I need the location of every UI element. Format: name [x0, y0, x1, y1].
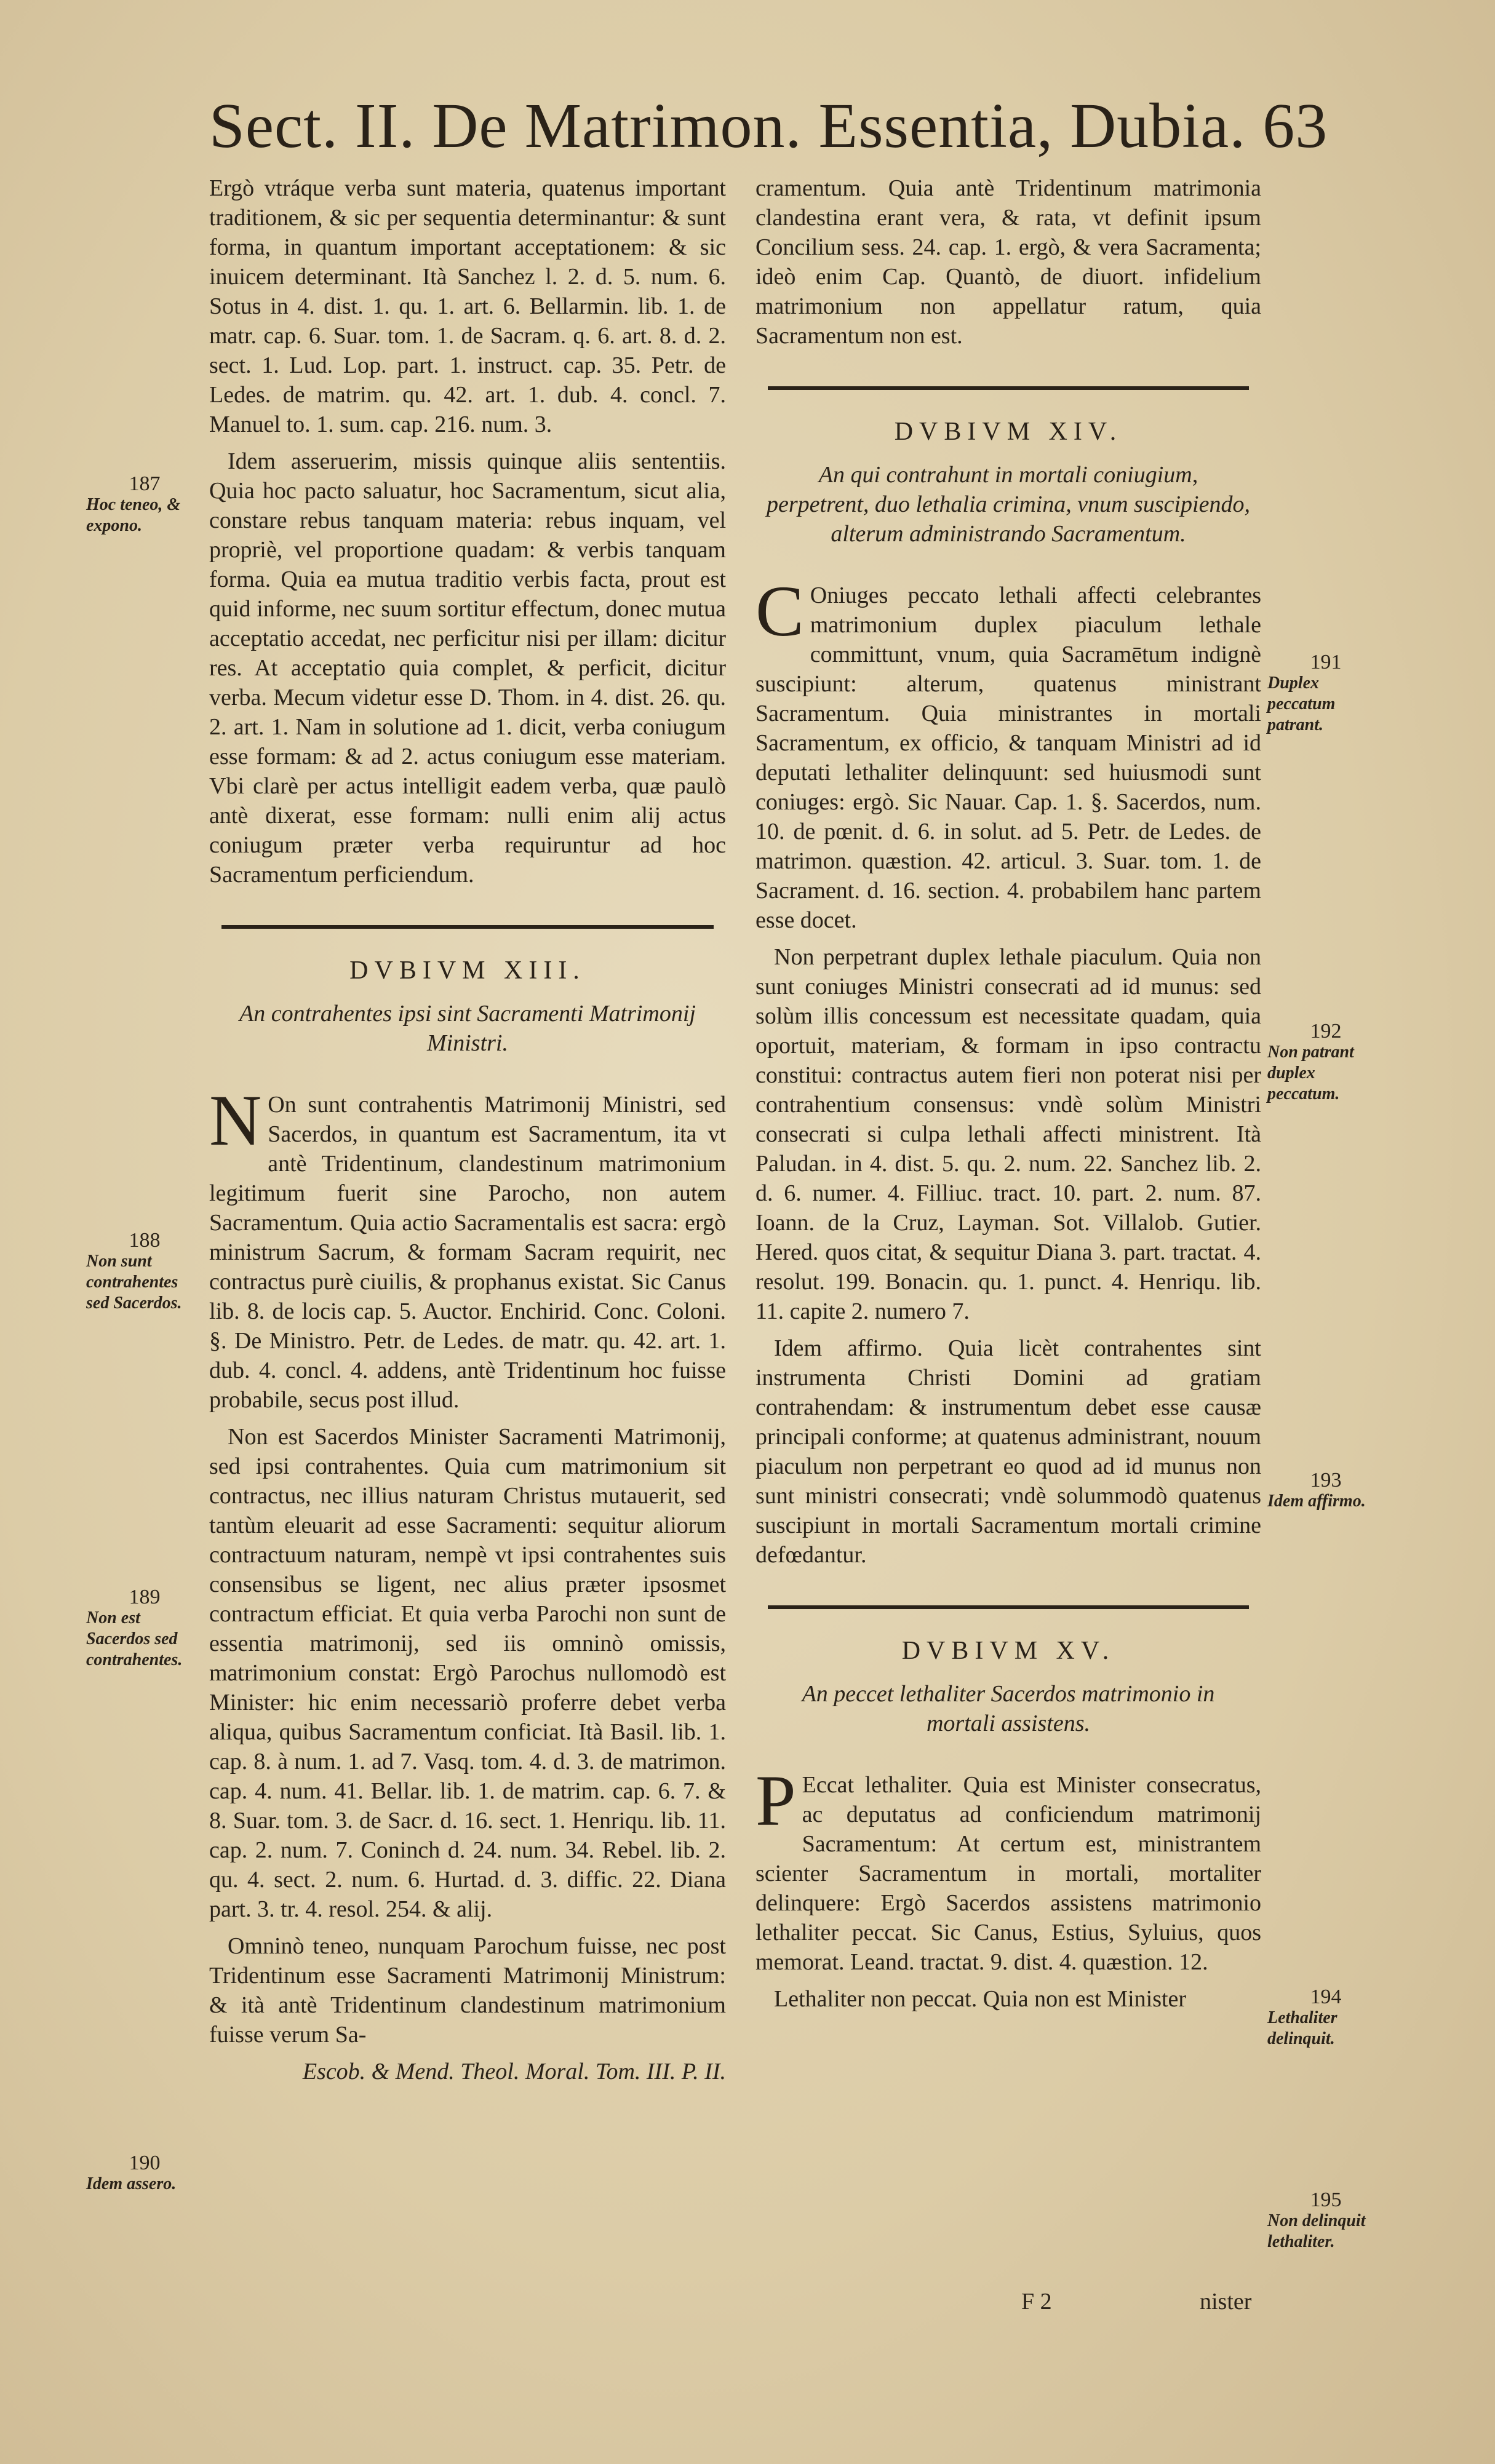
margin-note-188: [86, 1230, 203, 1314]
catchword: nister: [1200, 2289, 1252, 2315]
dubium-heading-13: DVBIVM XIII.: [349, 956, 586, 985]
left-paragraph-1: Ergò vtráque verba sunt materia, quatenus important traditionem, & sic per sequentia determinantur: & sunt forma, in quantum important acceptationem: & sic inuicem determinant. Ità Sanchez l. 2. d. 5. num. 6. Sotus in 4. dist. 1. qu. 1. art. 6. Bellarmin. lib. 1. de matr. cap. 6. Suar. tom. 1. de Sacram. q. 6. art. 8. d. 2. sect. 1. Lud. Lop. part. 1. instruct. cap. 35. Petr. de Ledes. de matrim. qu. 42. art. 1. dub. 4. concl. 7. Manuel to. 1. sum. cap. 216. num. 3.: [209, 175, 726, 437]
margin-number: 187: [129, 472, 161, 495]
left-column: [209, 173, 726, 2094]
dubium-heading-14: DVBIVM XIV.: [894, 418, 1123, 446]
margin-text: Idem assero.: [86, 2174, 177, 2193]
section-divider: [768, 386, 1249, 390]
left-paragraph-3: [209, 1080, 726, 1415]
right-column: [755, 173, 1261, 2021]
right-paragraph-3: Non perpetrant duplex lethale piaculum. Quia non sunt coniuges Ministri consecrati ad id munus: sed solùm illis concessum est necessitate quadam, quia oportuit, materiam, & formam in ipso contractu constitui: contractus autem fieri non poterat nisi per contrahentium consensus: vndè solùm Ministri consecrati si culpa lethali affecti ministrent. Ità Paludan. in 4. dist. 5. qu. 2. num. 22. Sanchez lib. 2. d. 6. numer. 4. Filliuc. tract. 10. part. 2. num. 87. Ioann. de la Cruz, Layman. Sot. Villalob. Gutier. Hered. quos citat, & sequitur Diana 3. part. tractat. 4. resolut. 199. Bonacin. qu. 1. punct. 4. Henriqu. lib. 11. capite 2. numero 7.: [755, 944, 1261, 1324]
margin-note-195: [1267, 2190, 1384, 2252]
drop-cap: C: [755, 571, 804, 651]
margin-number: 192: [1310, 1020, 1342, 1043]
right-paragraph-6: Lethaliter non peccat. Quia non est Minister: [774, 1986, 1187, 2012]
running-header: Sect. II. De Matrimon. Essentia, Dubia. 63: [209, 90, 1328, 161]
margin-number: 194: [1310, 1985, 1342, 2008]
right-paragraph-5: [755, 1760, 1261, 1977]
left-paragraph-2: Idem asseruerim, missis quinque aliis sententiis. Quia hoc pacto saluatur, hoc Sacramentum, sicut alia, constare rebus tanquam materia: rebus inquam, vel propriè, vel proportione quadam: & verbis tanquam forma. Quia ea mutua traditio verbis facta, prout est quid informe, nec suum sortitur effectum, donec mutua acceptatio accedat, nec perficitur nisi per illam: dicitur res. At acceptatio quia complet, & perficit, dicitur verba. Mecum videtur esse D. Thom. in 4. dist. 26. qu. 2. art. 1. Nam in solutione ad 1. dicit, verba coniugum esse formam: & ad 2. actus coniugum esse materiam. Vbi clarè per actus intelligit eadem verba, quæ paulò antè dixerat, esse formam: nulli enim alij actus coniugum præter verba requiruntur ad hoc Sacramentum perficiendum.: [209, 448, 726, 888]
drop-cap: N: [209, 1080, 262, 1161]
page-footer-note: Escob. & Mend. Theol. Moral. Tom. III. P. II.: [302, 2059, 726, 2084]
left-paragraph-3-text: On sunt contrahentis Matrimonij Ministri, sed Sacerdos, in quantum est Sacramentum, ita vt antè Tridentinum, clandestinum matrimonium legitimum fuerit sine Parocho, non autem Sacramentum. Quia actio Sacramentalis est sacra: ergò ministrum Sacrum, & formam Sacram requirit, nec contractus purè ciuilis, & prophanus existat. Sic Canus lib. 8. de locis cap. 5. Auctor. Enchirid. Conc. Coloni. §. De Ministro. Petr. de Ledes. de matr. qu. 42. art. 1. dub. 4. concl. 4. addens, antè Tridentinum hoc fuisse probabile, secus post illud.: [209, 1092, 726, 1413]
section-divider: [768, 1605, 1249, 1609]
margin-note-194: [1267, 1987, 1384, 2049]
margin-number: 189: [129, 1586, 161, 1608]
margin-note-191: [1267, 652, 1384, 736]
margin-number: 195: [1310, 2188, 1342, 2211]
right-paragraph-2: [755, 571, 1261, 935]
margin-note-189: [86, 1587, 203, 1671]
margin-note-193: [1267, 1470, 1384, 1512]
margin-note-190: [86, 2153, 203, 2195]
right-paragraph-2-text: Oniuges peccato lethali affecti celebrantes matrimonium duplex piaculum lethale committunt, vnum, quia Sacramētum indignè suscipiunt: alterum, quatenus ministrant Sacramentum. Quia ministrantes in mortali Sacramentum, ex officio, & tanquam Ministri ad id deputati lethaliter delinquunt: sed huiusmodi sunt coniuges: ergò. Sic Nauar. Cap. 1. §. Sacerdos, num. 10. de pœnit. d. 6. in solut. ad 5. Petr. de Ledes. de matrimon. quæstion. 42. articul. 3. Suar. tom. 1. de Sacrament. d. 16. section. 4. probabilem hanc partem esse docet.: [755, 582, 1261, 933]
margin-text: Lethaliter delinquit.: [1267, 2008, 1338, 2048]
margin-text: Duplex peccatum patrant.: [1267, 674, 1336, 734]
margin-text: Non sunt contrahentes sed Sacerdos.: [86, 1252, 182, 1313]
dubium-heading-15: DVBIVM XV.: [901, 1637, 1115, 1665]
left-paragraph-5: Omninò teneo, nunquam Parochum fuisse, nec post Tridentinum esse Sacramenti Matrimonij Ministrum: & ità antè Tridentinum clandestinum matrimonium fuisse verum Sa-: [209, 1933, 726, 2048]
dubium-question-14: An qui contrahunt in mortali coniugium, perpetrent, duo lethalia crimina, vnum suscipiendo, alterum administrando Sacramentum.: [767, 462, 1250, 547]
margin-text: Non delinquit lethaliter.: [1267, 2211, 1366, 2251]
margin-number: 188: [129, 1229, 161, 1252]
margin-note-187: [86, 474, 203, 536]
drop-cap: P: [755, 1760, 796, 1841]
margin-text: Non patrant duplex peccatum.: [1267, 1043, 1354, 1103]
right-paragraph-1: cramentum. Quia antè Tridentinum matrimonia clandestina erant vera, & rata, vt definit ipsum Concilium sess. 24. cap. 1. ergò, & vera Sacramenta; ideò enim Cap. Quantò, de diuort. infidelium matrimonium non appellatur ratum, quia Sacramentum non est.: [755, 175, 1261, 349]
left-paragraph-4: Non est Sacerdos Minister Sacramenti Matrimonij, sed ipsi contrahentes. Quia cum matrimonium sit contractus, nec illius naturam Christus mutauerit, sed tantùm eleuarit ad esse Sacramenti: sequitur aliorum contractuum naturam, nempè vt ipsi contrahentes suis consensibus se ligent, nec alius præter ipsosmet contractum efficiat. Et quia verba Parochi non sunt de essentia matrimonij, sed iis omninò omissis, matrimonium constat: Ergò Parochus nullomodò est Minister: hic enim necessariò proferre debet verba aliqua, quibus Sacramentum conficiat. Ità Basil. lib. 1. cap. 8. à num. 1. ad 7. Vasq. tom. 4. d. 3. de matrimon. cap. 4. num. 41. Bellar. lib. 1. de matrim. cap. 6. 7. & 8. Suar. tom. 3. de Sacr. d. 16. sect. 1. Henriqu. lib. 11. cap. 2. num. 7. Coninch d. 24. num. 34. Rebel. lib. 2. qu. 4. sect. 2. num. 6. Hurtad. d. 3. diffic. 22. Diana part. 3. tr. 4. resol. 254. & alij.: [209, 1424, 726, 1922]
section-divider: [221, 925, 714, 929]
margin-text: Idem affirmo.: [1267, 1492, 1366, 1511]
dubium-question-15: An peccet lethaliter Sacerdos matrimonio in mortali assistens.: [802, 1681, 1215, 1736]
margin-text: Hoc teneo, & expono.: [86, 495, 181, 535]
right-paragraph-4: Idem affirmo. Quia licèt contrahentes sint instrumenta Christi Domini ad gratiam contrahendam: & instrumentum debet esse causæ principali conforme; at quatenus administrant, nouum piaculum non perpetrant eo quod ad id munus non sunt ministri consecrati; vndè solummodò quatenus suscipiunt in mortali Sacramentum mortali crimine defœdantur.: [755, 1335, 1261, 1568]
signature-mark: F 2: [1021, 2289, 1052, 2315]
margin-note-192: [1267, 1021, 1384, 1105]
margin-number: 193: [1310, 1469, 1342, 1492]
margin-text: Non est Sacerdos sed contrahentes.: [86, 1608, 183, 1669]
margin-number: 191: [1310, 651, 1342, 674]
right-paragraph-5-text: Eccat lethaliter. Quia est Minister consecratus, ac deputatus ad conficiendum matrimonij Sacramentum: At certum est, ministrantem scienter Sacramentum in mortali, mortaliter delinquere: Ergò Sacerdos assistens matrimonio lethaliter peccat. Sic Canus, Estius, Syluius, quos memorat. Leand. tractat. 9. dist. 4. quæstion. 12.: [755, 1772, 1261, 1975]
dubium-question-13: An contrahentes ipsi sint Sacramenti Matrimonij Ministri.: [239, 1001, 696, 1056]
margin-number: 190: [129, 2152, 161, 2174]
